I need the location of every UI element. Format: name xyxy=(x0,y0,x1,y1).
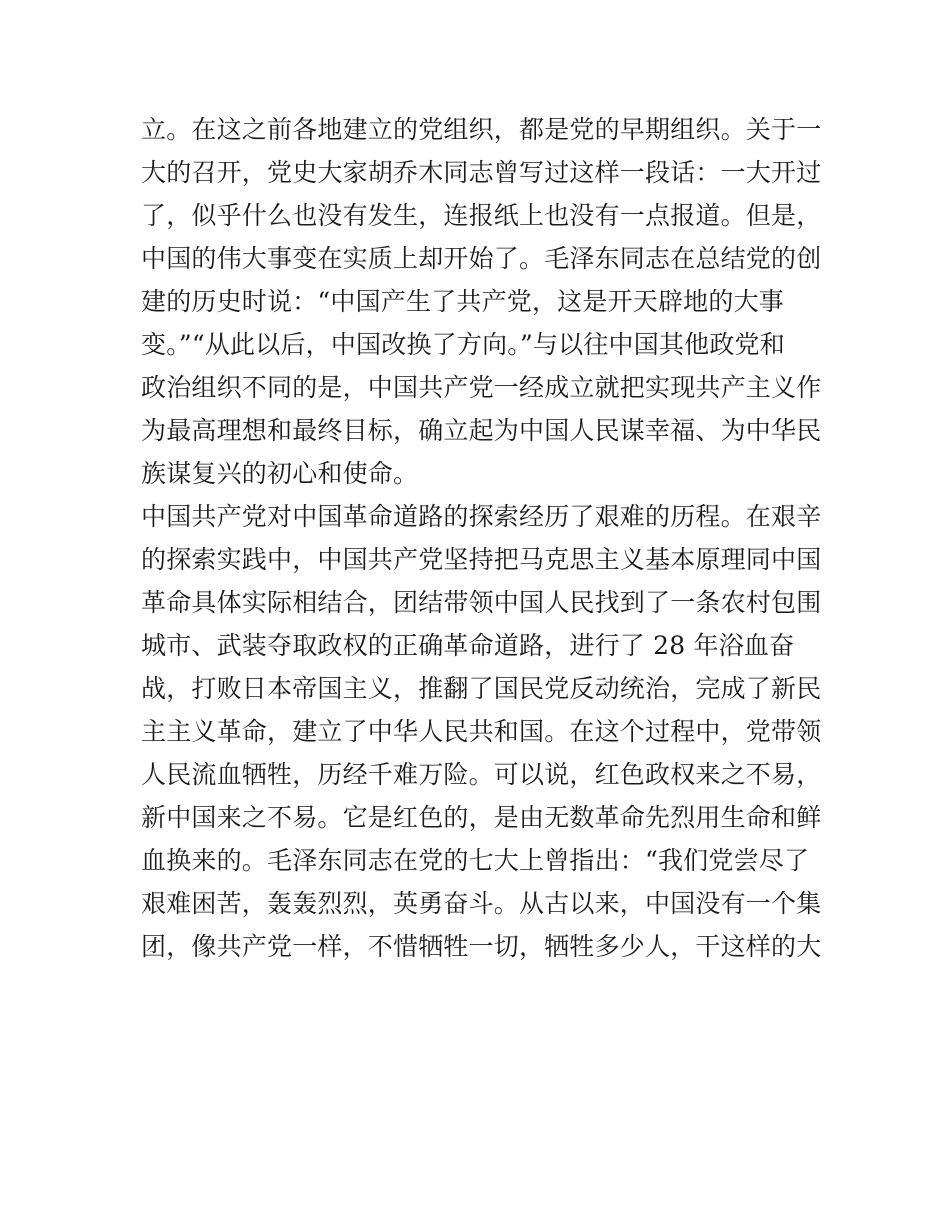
text-line: 血换来的。毛泽东同志在党的七大上曾指出：“我们党尝尽了 xyxy=(141,846,810,875)
text-line: 中国共产党对中国革命道路的探索经历了艰难的历程。在艰辛 xyxy=(141,502,822,531)
text-line: 了，似乎什么也没有发生，连报纸上也没有一点报道。但是， xyxy=(141,201,822,230)
text-line: 革命具体实际相结合，团结带领中国人民找到了一条农村包围 xyxy=(141,588,822,617)
text-line: 战，打败日本帝国主义，推翻了国民党反动统治，完成了新民 xyxy=(141,674,822,703)
body-text xyxy=(141,108,821,968)
text-line: 大的召开，党史大家胡乔木同志曾写过这样一段话：一大开过 xyxy=(141,158,822,187)
text-line: 中国的伟大事变在实质上却开始了。毛泽东同志在总结党的创 xyxy=(141,244,822,273)
text-line: 的探索实践中，中国共产党坚持把马克思主义基本原理同中国 xyxy=(141,545,822,574)
text-line: 立。在这之前各地建立的党组织，都是党的早期组织。关于一 xyxy=(141,115,822,144)
text-line: 族谋复兴的初心和使命。 xyxy=(141,459,419,488)
text-line: 主主义革命，建立了中华人民共和国。在这个过程中，党带领 xyxy=(141,717,822,746)
text-line: 新中国来之不易。它是红色的，是由无数革命先烈用生命和鲜 xyxy=(141,803,822,832)
text-line: 城市、武装夺取政权的正确革命道路，进行了 28 年浴血奋 xyxy=(141,631,795,660)
text-line: 建的历史时说：“中国产生了共产党，这是开天辟地的大事 xyxy=(141,287,784,316)
text-line: 团，像共产党一样，不惜牺牲一切，牺牲多少人，干这样的大 xyxy=(141,932,822,961)
text-line: 为最高理想和最终目标，确立起为中国人民谋幸福、为中华民 xyxy=(141,416,822,445)
text-line: 人民流血牺牲，历经千难万险。可以说，红色政权来之不易， xyxy=(141,760,822,789)
text-line: 变。”“从此以后，中国改换了方向。”与以往中国其他政党和 xyxy=(141,330,785,359)
text-line: 政治组织不同的是，中国共产党一经成立就把实现共产主义作 xyxy=(141,373,822,402)
text-line: 艰难困苦，轰轰烈烈，英勇奋斗。从古以来，中国没有一个集 xyxy=(141,889,822,918)
